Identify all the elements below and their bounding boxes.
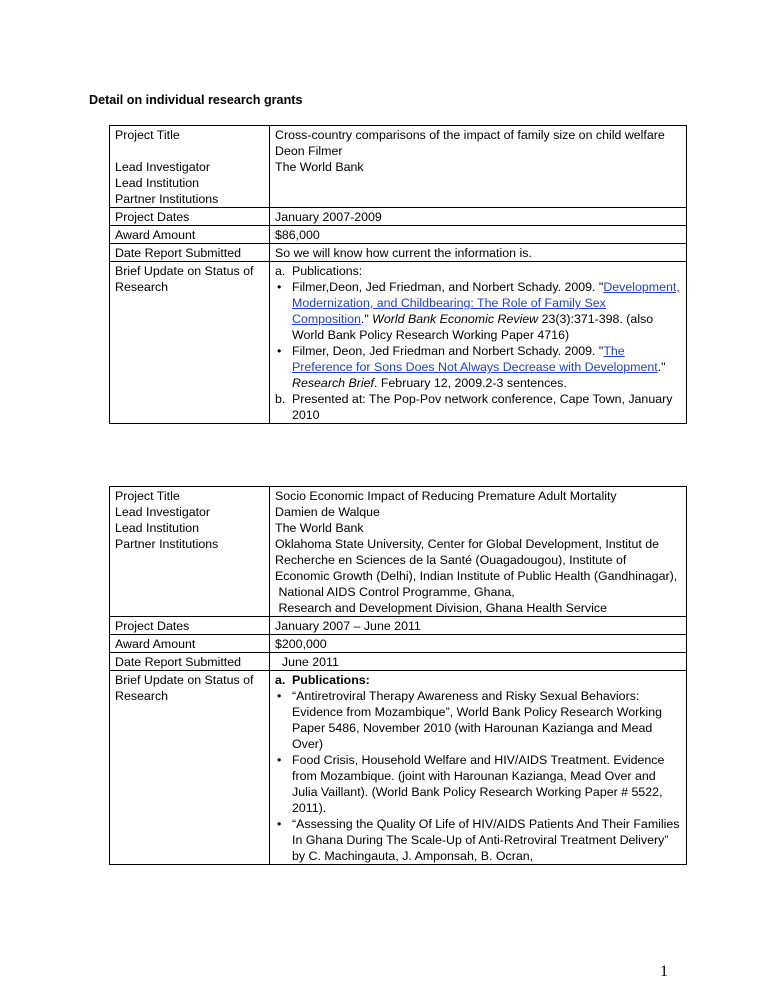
label-project-dates: Project Dates <box>110 617 270 635</box>
list-item: • Filmer, Deon, Jed Friedman and Norbert Schady. 2009. "The Preference for Sons Does Not Always Decrease with Development." Research Brief. February 12, 2009.2-3 sentences. <box>277 344 666 390</box>
value-project-title: Cross-country comparisons of the impact of family size on child welfare Deon Filmer The World Bank <box>270 126 687 208</box>
list-item: • “Antiretroviral Therapy Awareness and Risky Sexual Behaviors: Evidence from Mozambique”, World Bank Policy Research Working Paper 5486, November 2010 (with Harounan Kazianga and Mead Over) <box>277 689 663 751</box>
list-item: • Filmer,Deon, Jed Friedman, and Norbert Schady. 2009. "Development, Modernization, and Childbearing: The Role of Family Sex Composition." World Bank Economic Review 23(3):371-398. (also World Bank Policy Research Working Paper 4716) <box>277 280 680 342</box>
table-row <box>110 617 687 635</box>
publication-link-2[interactable]: The Preference for Sons Does Not Always Decrease with Development <box>292 344 658 374</box>
publications-heading: Publications: <box>292 673 370 687</box>
label-project-title: Project Title Lead Investigator Lead Institution Partner Institutions <box>110 126 270 208</box>
table-row <box>110 226 687 244</box>
list-item: a. Publications: <box>275 264 363 278</box>
grant-table-2 <box>109 486 687 865</box>
label-brief-update: Brief Update on Status of Research <box>110 262 270 424</box>
label-award-amount: Award Amount <box>110 635 270 653</box>
page-heading: Detail on individual research grants <box>89 93 303 107</box>
value-award-amount: $200,000 <box>270 635 687 653</box>
label-brief-update: Brief Update on Status of Research <box>110 671 270 865</box>
value-brief-update <box>270 262 687 424</box>
table-row <box>110 635 687 653</box>
value-award-amount: $86,000 <box>270 226 687 244</box>
presented-text: Presented at: The Pop-Pov network conference, Cape Town, January 2010 <box>292 392 673 422</box>
bullet-icon: • <box>277 344 282 358</box>
bullet-icon: • <box>277 817 282 831</box>
value-project-dates: January 2007-2009 <box>270 208 687 226</box>
label-award-amount: Award Amount <box>110 226 270 244</box>
value-date-report-submitted: So we will know how current the information is. <box>270 244 687 262</box>
value-project-dates: January 2007 – June 2011 <box>270 617 687 635</box>
table-row <box>110 487 687 617</box>
bullet-icon: • <box>277 753 282 767</box>
label-date-report-submitted: Date Report Submitted <box>110 653 270 671</box>
publication-link-1[interactable]: Development, Modernization, and Childbearing: The Role of Family Sex Composition <box>292 280 680 326</box>
table-row <box>110 262 687 424</box>
list-item: • “Assessing the Quality Of Life of HIV/AIDS Patients And Their Families In Ghana During The Scale-Up of Anti-Retroviral Treatment Delivery” by C. Machingauta, J. Amponsah, B. Ocran, <box>277 817 680 863</box>
label-project-title: Project Title Lead Investigator Lead Institution Partner Institutions <box>110 487 270 617</box>
publications-heading: Publications: <box>292 264 363 278</box>
bullet-icon: • <box>277 280 282 294</box>
table-row <box>110 671 687 865</box>
value-project-title: Socio Economic Impact of Reducing Premature Adult Mortality Damien de Walque The World Bank Oklahoma State University, Center for Global Development, Institut de Recherche en Sciences de la Santé (Ouagadougou), Institute of Economic Growth (Delhi), Indian Institute of Public Health (Gandhinagar), National AIDS Control Programme, Ghana, Research and Development Division, Ghana Health Service <box>270 487 687 617</box>
label-date-report-submitted: Date Report Submitted <box>110 244 270 262</box>
value-date-report-submitted: June 2011 <box>270 653 687 671</box>
table-row <box>110 126 687 208</box>
grant-table-1 <box>109 125 687 424</box>
list-item: b. Presented at: The Pop-Pov network conference, Cape Town, January 2010 <box>275 392 673 422</box>
table-row <box>110 653 687 671</box>
table-row <box>110 244 687 262</box>
list-item: • Food Crisis, Household Welfare and HIV/AIDS Treatment. Evidence from Mozambique. (joint with Harounan Kazianga, Mead Over and Julia Vaillant). (World Bank Policy Research Working Paper # 5522, 2011). <box>277 753 665 815</box>
label-project-dates: Project Dates <box>110 208 270 226</box>
page-number: 1 <box>660 963 668 980</box>
bullet-icon: • <box>277 689 282 703</box>
table-row <box>110 208 687 226</box>
value-brief-update <box>270 671 687 865</box>
list-item: a. Publications: <box>275 673 370 687</box>
